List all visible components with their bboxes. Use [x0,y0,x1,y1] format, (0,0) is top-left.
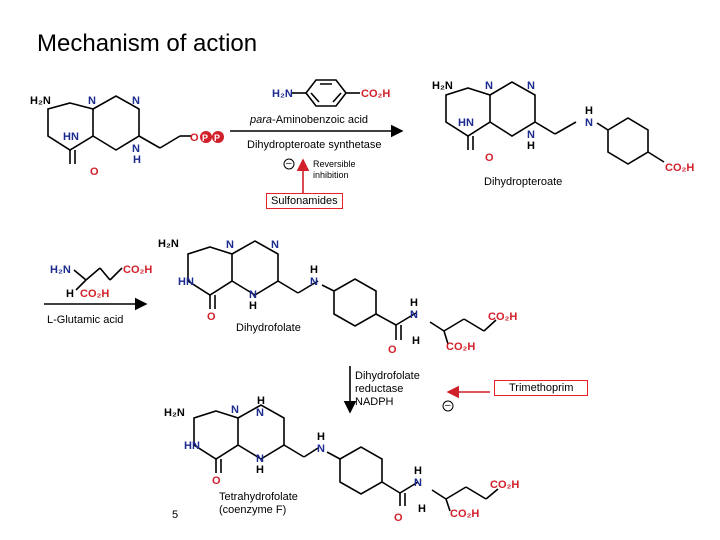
atom-label: O [388,344,397,356]
atom-label: H₂N [50,264,71,276]
atom-label: N [132,143,140,155]
trimethoprim-box: Trimethoprim [494,380,588,396]
dihydropteroate-label: Dihydropteroate [484,176,563,188]
atom-label: H [414,465,422,477]
atom-label: HN [458,117,474,129]
atom-label: H₂N [30,95,51,107]
atom-label: O [485,152,494,164]
atom-label: N [256,453,264,465]
atom-label: N [317,443,325,455]
dihydropteroate-structure [446,82,664,164]
page-number: 5 [172,509,179,521]
dihydrofolate-structure [188,241,496,344]
atom-label: H [257,395,265,407]
atom-label: N [310,276,318,288]
atom-label: O [190,132,199,144]
glutamic-acid-structure [74,268,122,290]
atom-label: N [527,129,535,141]
tetrahydrofolate-label: Tetrahydrofolate (coenzyme F) [219,491,298,516]
dhfr-enzyme-label: Dihydrofolate reductase NADPH [355,370,420,408]
atom-label: CO₂H [665,162,695,174]
atom-label: HN [63,131,79,143]
atom-label: N [249,289,257,301]
inhibition-minus-symbol: – [286,158,292,169]
svg-text:P: P [214,133,221,143]
atom-label: N [226,239,234,251]
atom-label: CO₂H [361,88,391,100]
atom-label: N [410,309,418,321]
atom-label: H [410,297,418,309]
glutamic-acid-label: L-Glutamic acid [47,314,124,326]
atom-label: N [231,404,239,416]
slide-title: Mechanism of action [37,30,258,57]
atom-label: H₂N [272,88,293,100]
reversible-inhibition-note: Reversible inhibition [313,159,356,180]
pterin-pyrophosphate-structure [48,96,192,164]
atom-label: N [414,477,422,489]
paba-structure [292,80,360,106]
svg-text:P: P [202,133,209,143]
enzyme-dhps-label: Dihydropteroate synthetase [247,139,382,151]
atom-label: O [394,512,403,524]
atom-label: O [207,311,216,323]
atom-label: H [249,300,257,312]
atom-label: H [256,464,264,476]
atom-label: H [412,335,420,347]
paba-label: para-Aminobenzoic acid [250,114,369,126]
dihydrofolate-label: Dihydrofolate [236,322,301,334]
inhibition-minus-symbol: – [445,400,451,411]
atom-label: CO₂H [488,311,518,323]
atom-label: H [585,105,593,117]
atom-label: HN [184,440,200,452]
atom-label: H₂N [164,407,185,419]
atom-label: CO₂H [123,264,153,276]
sulfonamides-box: Sulfonamides [266,193,343,209]
atom-label: HN [178,276,194,288]
atom-label: H [527,140,535,152]
atom-label: N [527,80,535,92]
atom-label: N [88,95,96,107]
atom-label: N [271,239,279,251]
atom-label: H [133,154,141,166]
atom-label: H [418,503,426,515]
atom-label: H [66,288,74,300]
atom-label: O [212,475,221,487]
atom-label: CO₂H [450,508,480,520]
atom-label: N [132,95,140,107]
atom-label: H [310,264,318,276]
atom-label: N [256,407,264,419]
atom-label: H₂N [432,80,453,92]
atom-label: H [317,431,325,443]
atom-label: N [485,80,493,92]
atom-label: CO₂H [80,288,110,300]
atom-label: CO₂H [446,341,476,353]
atom-label: H₂N [158,238,179,250]
atom-label: CO₂H [490,479,520,491]
atom-label: N [585,117,593,129]
atom-label: O [90,166,99,178]
